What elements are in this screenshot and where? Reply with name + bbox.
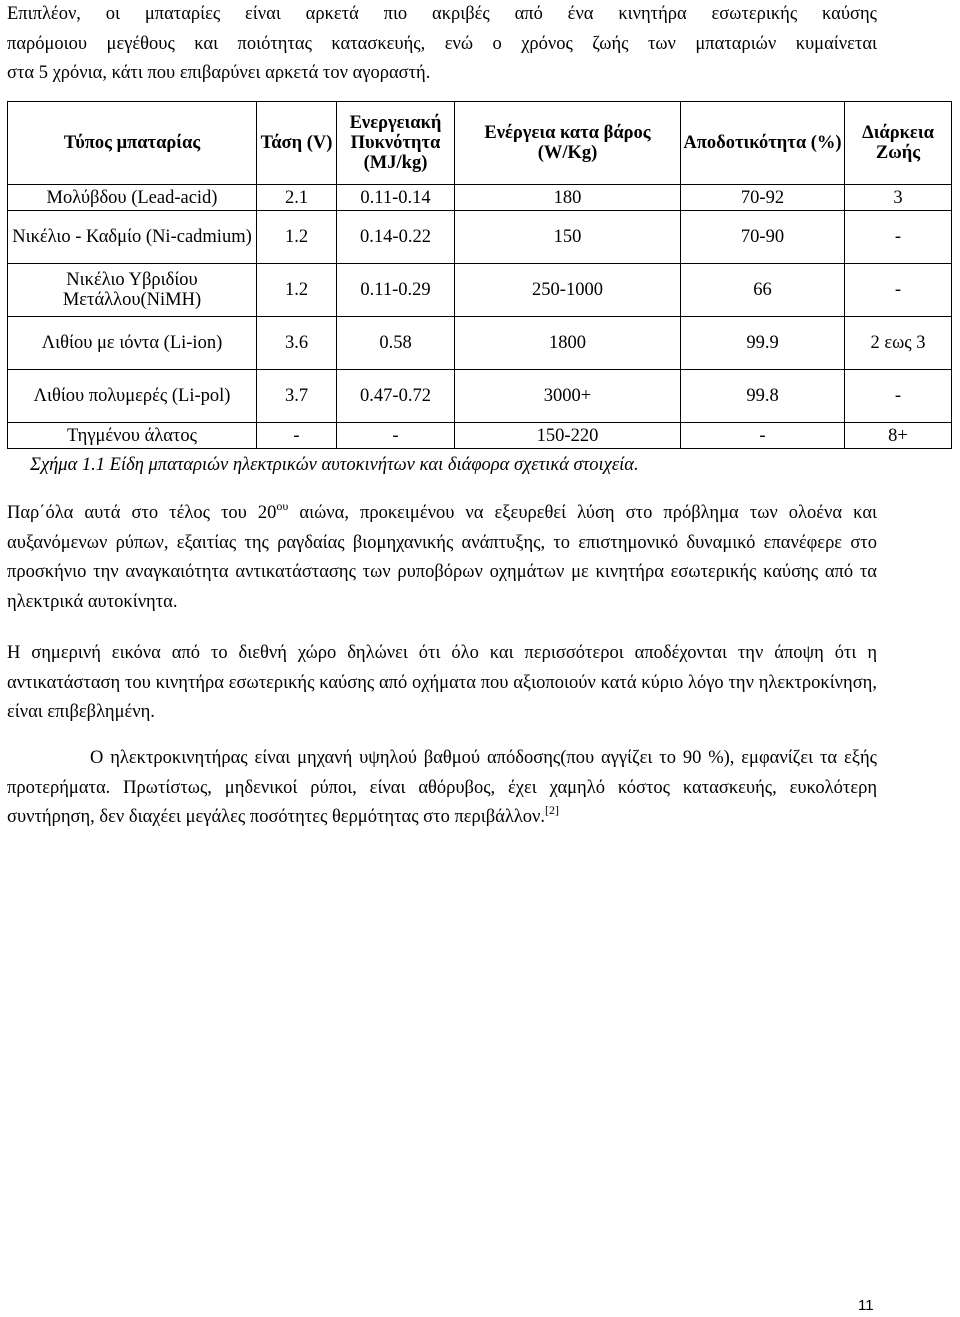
table-cell: Τηγμένου άλατος (8, 423, 257, 449)
table-cell: - (681, 423, 845, 449)
intro-line: στα 5 χρόνια, κάτι που επιβαρύνει αρκετά τον αγοραστή. (7, 63, 431, 83)
table-cell: 99.8 (681, 370, 845, 423)
table-cell: 180 (455, 185, 681, 211)
table-cell: 3000+ (455, 370, 681, 423)
table-cell: 99.9 (681, 317, 845, 370)
paragraph-text: αιώνα, προκειμένου να εξευρεθεί λύση στο πρόβλημα των ολοένα και αυξανόμενων ρύπων, εξαιτίας της ραγδαίας βιομηχανικής ανάπτυξης, το επιστημονικό δυναμικό επανέφερε στο προσκήνιο την αναγκαιότητα αντικατάστασης των ρυποβόρων οχημάτων με κινητήρα εσωτερικής καύσης από τα ηλεκτρικά αυτοκίνητα. (7, 503, 877, 612)
header-cell: Τάση (V) (257, 102, 337, 185)
superscript: ου (276, 499, 289, 513)
table-row (8, 264, 952, 317)
table-cell: 70-90 (681, 211, 845, 264)
header-cell: Ενεργειακή Πυκνότητα (MJ/kg) (337, 102, 455, 185)
table-cell: Νικέλιο Υβριδίου Μετάλλου(NiMH) (8, 264, 257, 317)
table-cell: Λιθίου πολυμερές (Li-pol) (8, 370, 257, 423)
table-header-row (8, 102, 952, 185)
table-row (8, 185, 952, 211)
intro-line: παρόμοιου μεγέθους και ποιότητας κατασκευής, ενώ ο χρόνος ζωής των μπαταριών κυμαίνεται (7, 33, 877, 54)
table-cell: 0.47-0.72 (337, 370, 455, 423)
table-cell: Νικέλιο - Καδμίο (Ni-cadmium) (8, 211, 257, 264)
table-row (8, 211, 952, 264)
table-cell: - (845, 370, 952, 423)
table-cell: 150-220 (455, 423, 681, 449)
page-number: 11 (858, 1297, 874, 1314)
paragraph: Η σημερινή εικόνα από το διεθνή χώρο δηλώνει ότι όλο και περισσότεροι αποδέχονται την άποψη ότι η αντικατάσταση του κινητήρα εσωτερικής καύσης από οχήματα που αξιοποιούν κατά κύριο λόγο την ηλεκτροκίνηση, είναι επιβεβλημένη. (7, 643, 877, 722)
table-cell: 1800 (455, 317, 681, 370)
figure-caption: Σχήμα 1.1 Είδη μπαταριών ηλεκτρικών αυτοκινήτων και διάφορα σχετικά στοιχεία. (30, 455, 639, 475)
table-cell: 66 (681, 264, 845, 317)
reference-marker[interactable]: [2] (545, 803, 560, 817)
table-row (8, 317, 952, 370)
header-cell: Τύπος μπαταρίας (8, 102, 257, 185)
table-cell: 1.2 (257, 211, 337, 264)
header-cell: Ενέργεια κατα βάρος (W/Kg) (455, 102, 681, 185)
table-row (8, 370, 952, 423)
paragraph-text: Ο ηλεκτροκινητήρας είναι μηχανή υψηλού βαθμού απόδοσης(που αγγίζει το 90 %), εμφανίζει τα εξής προτερήματα. Πρωτίστως, μηδενικοί ρύποι, είναι αθόρυβος, έχει χαμηλό κόστος κατασκευής, ευκολότερη συντήρηση, δεν διαχέει μεγάλες ποσότητες θερμότητας στο περιβάλλον. (7, 748, 877, 827)
table-cell: 2.1 (257, 185, 337, 211)
table-cell: Μολύβδου (Lead-acid) (8, 185, 257, 211)
paragraph (7, 499, 877, 617)
table-cell: 3.6 (257, 317, 337, 370)
table-cell: - (845, 264, 952, 317)
table-cell: 8+ (845, 423, 952, 449)
intro-line: Επιπλέον, οι μπαταρίες είναι αρκετά πιο ακριβές από ένα κινητήρα εσωτερικής καύσης (7, 4, 877, 24)
paragraph-text: Παρ΄όλα αυτά στο τέλος του 20 (7, 503, 277, 523)
table-cell: - (257, 423, 337, 449)
header-cell: Αποδοτικότητα (%) (681, 102, 845, 185)
table-cell: 0.14-0.22 (337, 211, 455, 264)
intro-paragraph (7, 0, 877, 89)
table-cell: 70-92 (681, 185, 845, 211)
table-cell: 150 (455, 211, 681, 264)
battery-table (7, 101, 952, 449)
table-cell: 250-1000 (455, 264, 681, 317)
header-cell: Διάρκεια Ζωής (845, 102, 952, 185)
table-cell: 3.7 (257, 370, 337, 423)
table-cell: 2 εως 3 (845, 317, 952, 370)
table-row (8, 423, 952, 449)
table-cell: 3 (845, 185, 952, 211)
paragraph (7, 744, 877, 833)
table-cell: - (845, 211, 952, 264)
table-cell: 1.2 (257, 264, 337, 317)
table-cell: 0.11-0.14 (337, 185, 455, 211)
table-cell: 0.11-0.29 (337, 264, 455, 317)
table-cell: Λιθίου με ιόντα (Li-ion) (8, 317, 257, 370)
table-cell: 0.58 (337, 317, 455, 370)
table-cell: - (337, 423, 455, 449)
